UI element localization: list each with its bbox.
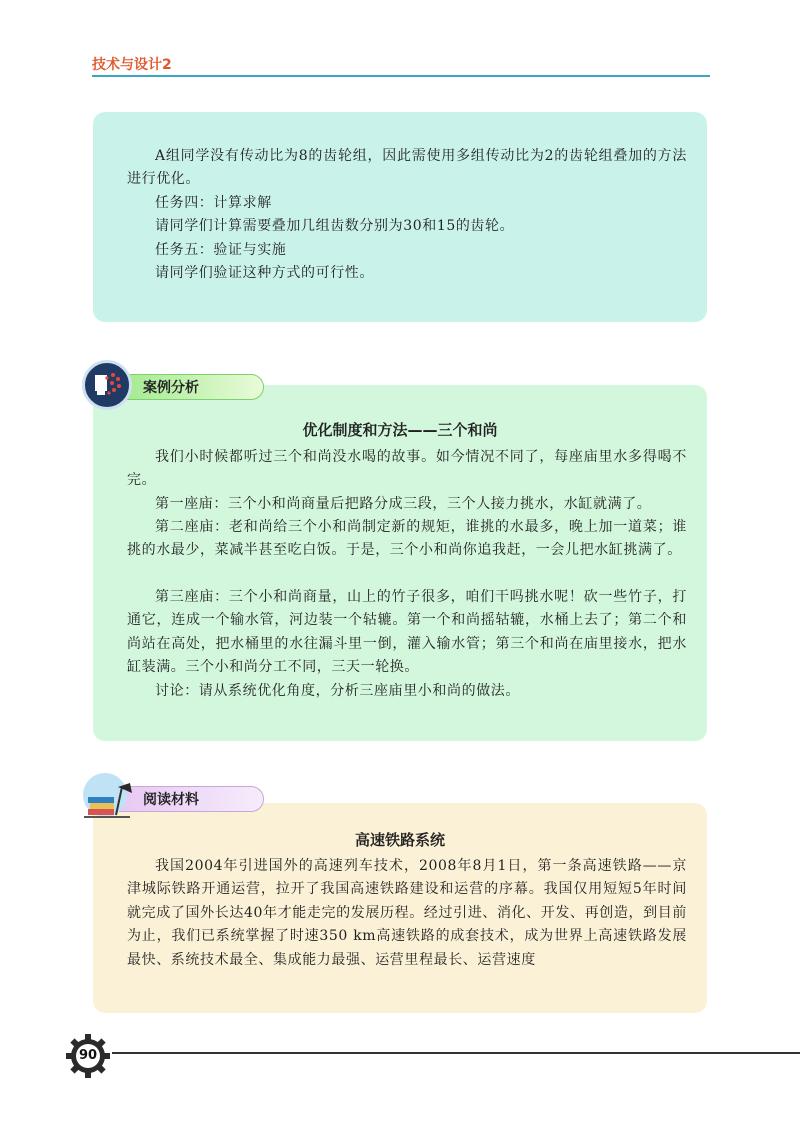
- task-five-heading: 任务五：验证与实施: [155, 242, 287, 258]
- task-five-text: 请同学们验证这种方式的可行性。: [155, 265, 374, 281]
- case-analysis-icon: [82, 360, 132, 410]
- case-analysis-tab: 案例分析: [108, 374, 264, 400]
- case-title: 优化制度和方法——三个和尚: [302, 421, 498, 439]
- task-four-heading: 任务四：计算求解: [155, 195, 272, 211]
- case-paragraph-intro: 我们小时候都听过三个和尚没水喝的故事。如今情况不同了，每座庙里水多得喝不完。: [127, 449, 687, 489]
- reading-material-tab: 阅读材料: [108, 786, 264, 812]
- case-discussion: 讨论：请从系统优化角度，分析三座庙里小和尚的做法。: [155, 683, 520, 699]
- reading-title: 高速铁路系统: [354, 831, 445, 849]
- footer-rule: [112, 1052, 800, 1054]
- header-rule: [92, 75, 710, 77]
- task-four-text: 请同学们计算需要叠加几组齿数分别为30和15的齿轮。: [155, 218, 515, 234]
- reading-material-icon: [80, 773, 136, 823]
- page-number: 90: [78, 1048, 98, 1063]
- reading-paragraph: 我国2004年引进国外的高速列车技术，2008年8月1日，第一条高速铁路——京津城际铁路开通运营，拉开了我国高速铁路建设和运营的序幕。我国仅用短短5年时间就完成了国外长达40年才能走完的发展历程。经过引进、消化、开发、再创造，到目前为止，我们已系统掌握了时速350 km高速铁路的成套技术，成为世界上高速铁路发展最快、系统技术最全、集成能力最强、运营里程最长、运营速度: [127, 858, 687, 968]
- task-paragraph: A组同学没有传动比为8的齿轮组，因此需使用多组传动比为2的齿轮组叠加的方法进行优化。: [127, 148, 687, 188]
- running-header: 技术与设计2: [92, 57, 172, 73]
- case-paragraph-temple-two: 第二座庙：老和尚给三个小和尚制定新的规矩，谁挑的水最多，晚上加一道菜；谁挑的水最少，菜减半甚至吃白饭。于是，三个小和尚你追我赶，一会儿把水缸挑满了。: [127, 519, 687, 559]
- case-paragraph-temple-three: 第三座庙：三个小和尚商量，山上的竹子很多，咱们干吗挑水呢！砍一些竹子，打通它，连成一个输水管，河边装一个轱辘。第一个和尚摇轱辘，水桶上去了；第二个和尚站在高处，把水桶里的水往漏斗里一倒，灌入输水管；第三个和尚在庙里接水，把水缸装满。三个小和尚分工不同，三天一轮换。: [127, 589, 687, 676]
- case-paragraph-temple-one: 第一座庙：三个小和尚商量后把路分成三段，三个人接力挑水，水缸就满了。: [155, 496, 652, 512]
